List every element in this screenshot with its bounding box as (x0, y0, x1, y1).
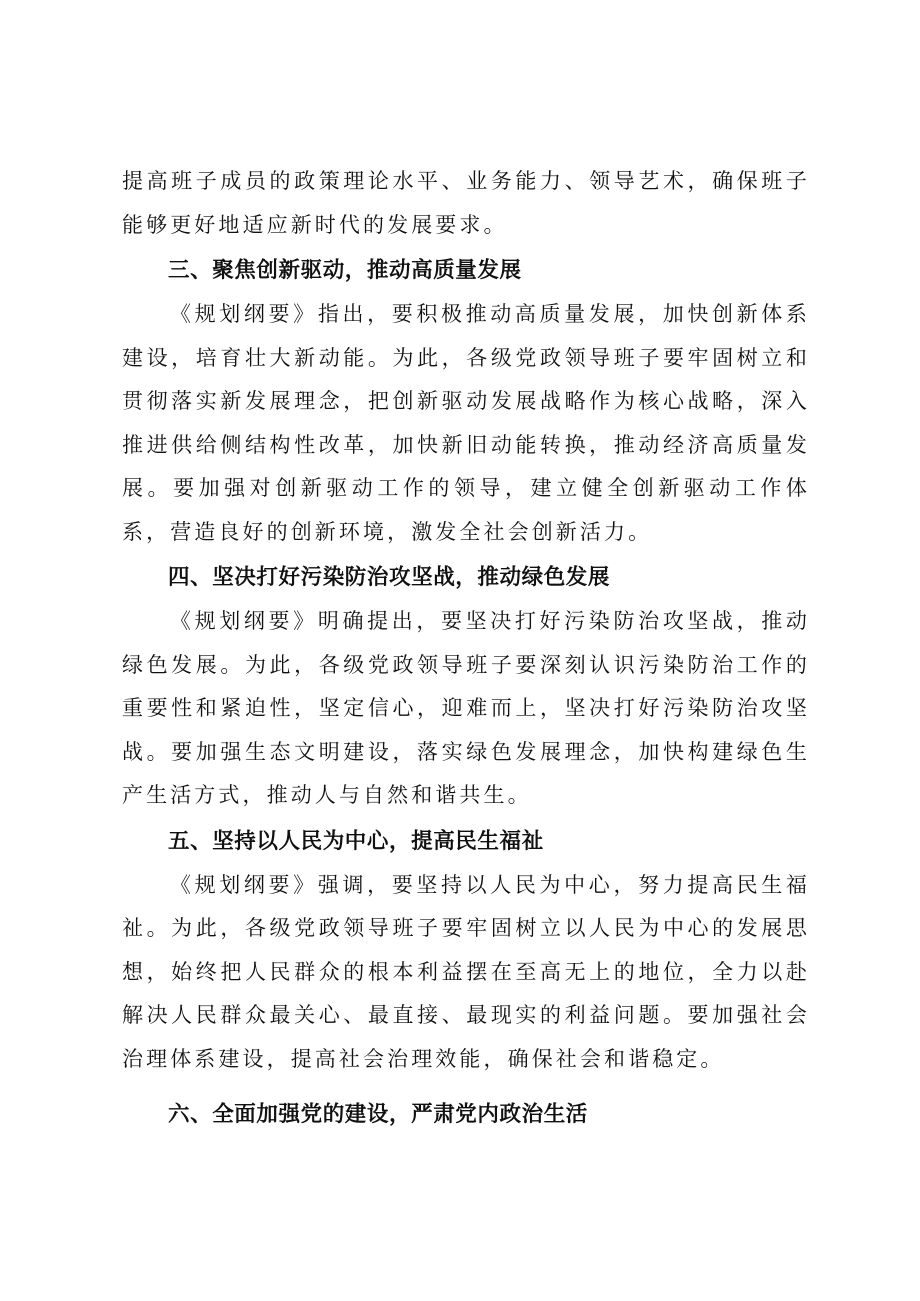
body-paragraph: 《规划纲要》明确提出，要坚决打好污染防治攻坚战，推动绿色发展。为此，各级党政领导班子要深刻认识污染防治工作的重要性和紧迫性，坚定信心，迎难而上，坚决打好污染防治攻坚战。要加强生态文明建设，落实绿色发展理念，加快构建绿色生产生活方式，推动人与自然和谐共生。 (122, 609, 810, 807)
body-paragraph: 《规划纲要》指出，要积极推动高质量发展，加快创新体系建设，培育壮大新动能。为此，各级党政领导班子要牢固树立和贯彻落实新发展理念，把创新驱动发展战略作为核心战略，深入推进供给侧结构性改革，加快新旧动能转换，推动经济高质量发展。要加强对创新驱动工作的领导，建立健全创新驱动工作体系，营造良好的创新环境，激发全社会创新活力。 (122, 302, 810, 544)
section-heading: 五、坚持以人民为中心，提高民生福祉 (168, 828, 544, 854)
section-heading: 三、聚焦创新驱动，推动高质量发展 (168, 258, 522, 283)
body-paragraph: 《规划纲要》强调，要坚持以人民为中心，努力提高民生福祉。为此，各级党政领导班子要牢固树立以人民为中心的发展思想，始终把人民群众的根本利益摆在至高无上的地位，全力以赴解决人民群众最关心、最直接、最现实的利益问题。要加强社会治理体系建设，提高社会治理效能，确保社会和谐稳定。 (122, 872, 810, 1071)
body-paragraph: 提高班子成员的政策理论水平、业务能力、领导艺术，确保班子能够更好地适应新时代的发展要求。 (122, 169, 810, 237)
section-heading: 六、全面加强党的建设，严肃党内政治生活 (168, 1102, 588, 1127)
spacer (122, 1081, 810, 1093)
section-heading: 四、坚决打好污染防治攻坚战，推动绿色发展 (168, 565, 611, 590)
document-body (122, 160, 810, 1137)
